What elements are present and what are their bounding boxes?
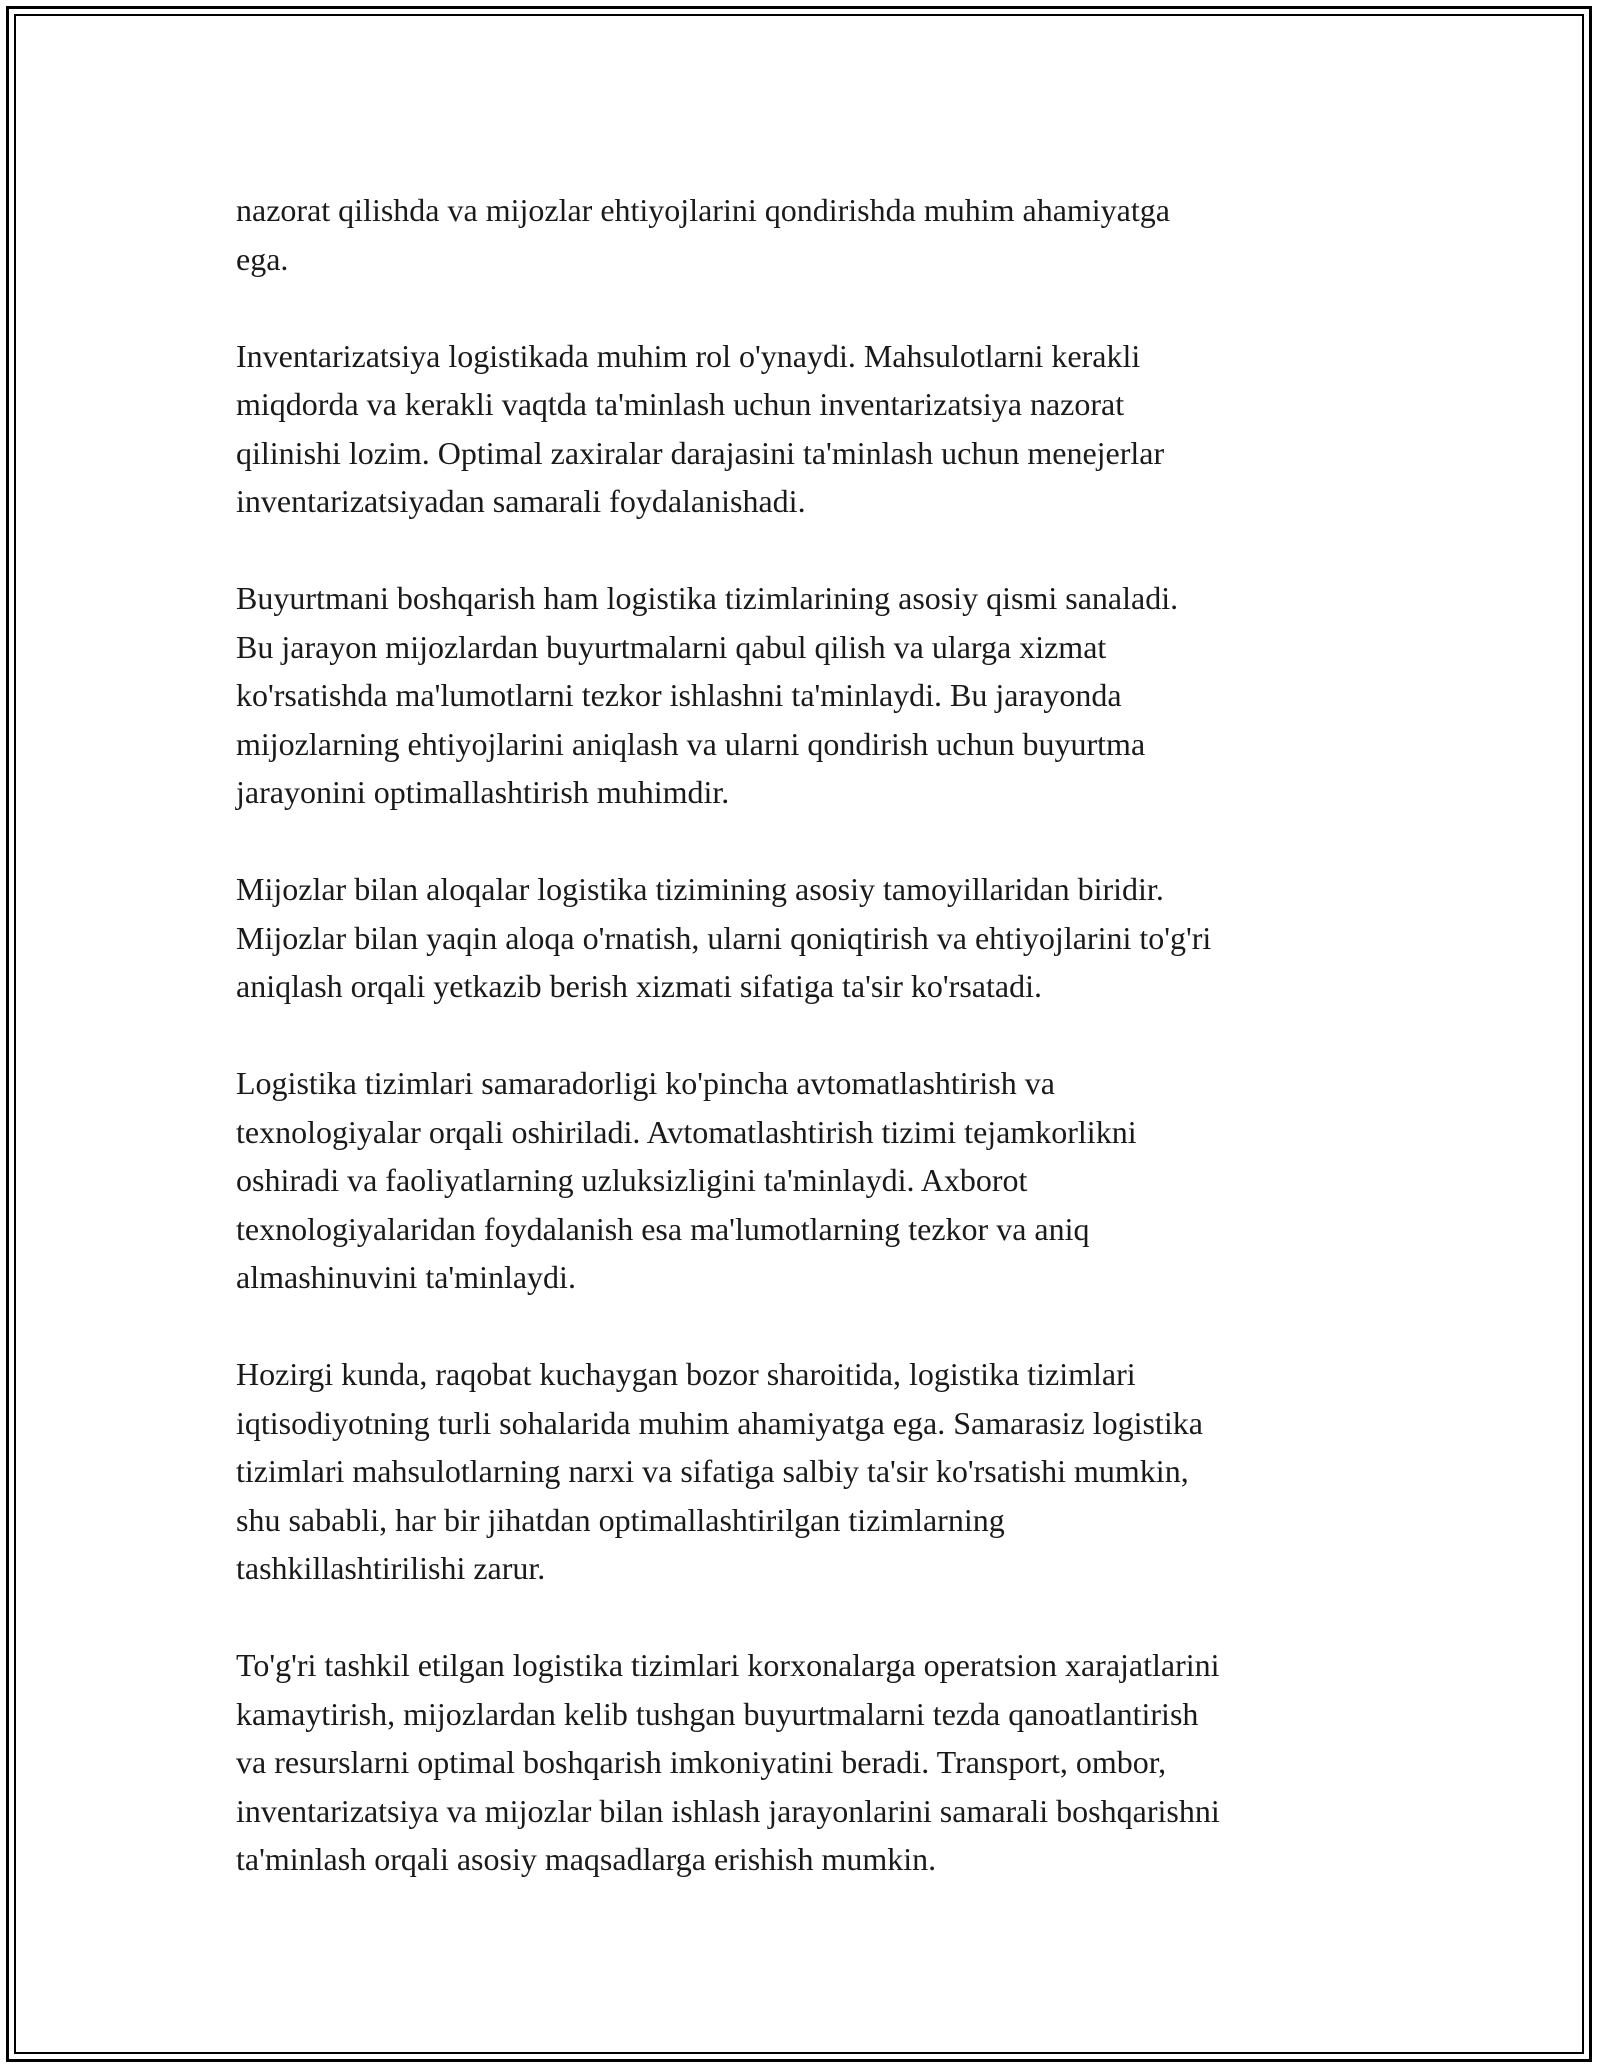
text-line: miqdorda va kerakli vaqtda ta'minlash uchun inventarizatsiya nazorat bbox=[236, 386, 1125, 422]
paragraph bbox=[236, 1350, 1376, 1593]
text-line: texnologiyalar orqali oshiriladi. Avtomatlashtirish tizimi tejamkorlikni bbox=[236, 1113, 1137, 1150]
text-line: oshiradi va faoliyatlarning uzluksizligini ta'minlaydi. Axborot bbox=[236, 1162, 1028, 1198]
text-line: mijozlarning ehtiyojlarini aniqlash va ularni qondirish uchun buyurtma bbox=[236, 725, 1146, 762]
text-line: shu sababli, har bir jihatdan optimallashtirilgan tizimlarning bbox=[236, 1501, 1005, 1538]
text-line: iqtisodiyotning turli sohalarida muhim ahamiyatga ega. Samarasiz logistika bbox=[236, 1404, 1203, 1441]
paragraph bbox=[236, 1059, 1376, 1302]
paragraph bbox=[236, 865, 1376, 1011]
text-line: ega. bbox=[236, 240, 289, 277]
text-line: To'g'ri tashkil etilgan logistika tizimlari korxonalarga operatsion xarajatlarini bbox=[236, 1647, 1220, 1683]
paragraph bbox=[236, 332, 1376, 526]
text-line: Hozirgi kunda, raqobat kuchaygan bozor sharoitida, logistika tizimlari bbox=[236, 1356, 1136, 1392]
paragraph bbox=[236, 574, 1376, 817]
document-body bbox=[236, 186, 1376, 1932]
text-line: texnologiyalaridan foydalanish esa ma'lumotlarning tezkor va aniq bbox=[236, 1210, 1090, 1247]
text-line: inventarizatsiya va mijozlar bilan ishlash jarayonlarini samarali boshqarishni bbox=[236, 1792, 1220, 1829]
text-line: Buyurtmani boshqarish ham logistika tizimlarining asosiy qismi sanaladi. bbox=[236, 580, 1179, 616]
text-line: qilinishi lozim. Optimal zaxiralar darajasini ta'minlash uchun menejerlar bbox=[236, 434, 1165, 471]
text-line: Inventarizatsiya logistikada muhim rol o'ynaydi. Mahsulotlarni kerakli bbox=[236, 337, 1141, 374]
text-line: Mijozlar bilan aloqalar logistika tizimining asosiy tamoyillaridan biridir. bbox=[236, 871, 1164, 907]
text-line: va resurslarni optimal boshqarish imkoniyatini beradi. Transport, ombor, bbox=[236, 1744, 1167, 1780]
text-line: almashinuvini ta'minlaydi. bbox=[236, 1259, 576, 1295]
text-line: inventarizatsiyadan samarali foydalanishadi. bbox=[236, 483, 806, 519]
text-line: Logistika tizimlari samaradorligi ko'pincha avtomatlashtirish va bbox=[236, 1065, 1055, 1101]
text-line: nazorat qilishda va mijozlar ehtiyojlarini qondirishda muhim ahamiyatga bbox=[236, 192, 1170, 228]
text-line: tashkillashtirilishi zarur. bbox=[236, 1550, 546, 1586]
text-line: Bu jarayon mijozlardan buyurtmalarni qabul qilish va ularga xizmat bbox=[236, 628, 1107, 665]
text-line: ta'minlash orqali asosiy maqsadlarga erishish mumkin. bbox=[236, 1841, 937, 1877]
text-line: aniqlash orqali yetkazib berish xizmati sifatiga ta'sir ko'rsatadi. bbox=[236, 968, 1042, 1004]
text-line: kamaytirish, mijozlardan kelib tushgan buyurtmalarni tezda qanoatlantirish bbox=[236, 1695, 1199, 1732]
text-line: jarayonini optimallashtirish muhimdir. bbox=[236, 774, 730, 810]
text-line: ko'rsatishda ma'lumotlarni tezkor ishlashni ta'minlaydi. Bu jarayonda bbox=[236, 677, 1122, 713]
text-line: tizimlari mahsulotlarning narxi va sifatiga salbiy ta'sir ko'rsatishi mumkin, bbox=[236, 1453, 1189, 1489]
text-line: Mijozlar bilan yaqin aloqa o'rnatish, ularni qoniqtirish va ehtiyojlarini to'g'ri bbox=[236, 919, 1212, 956]
paragraph bbox=[236, 1641, 1376, 1884]
paragraph bbox=[236, 186, 1376, 283]
